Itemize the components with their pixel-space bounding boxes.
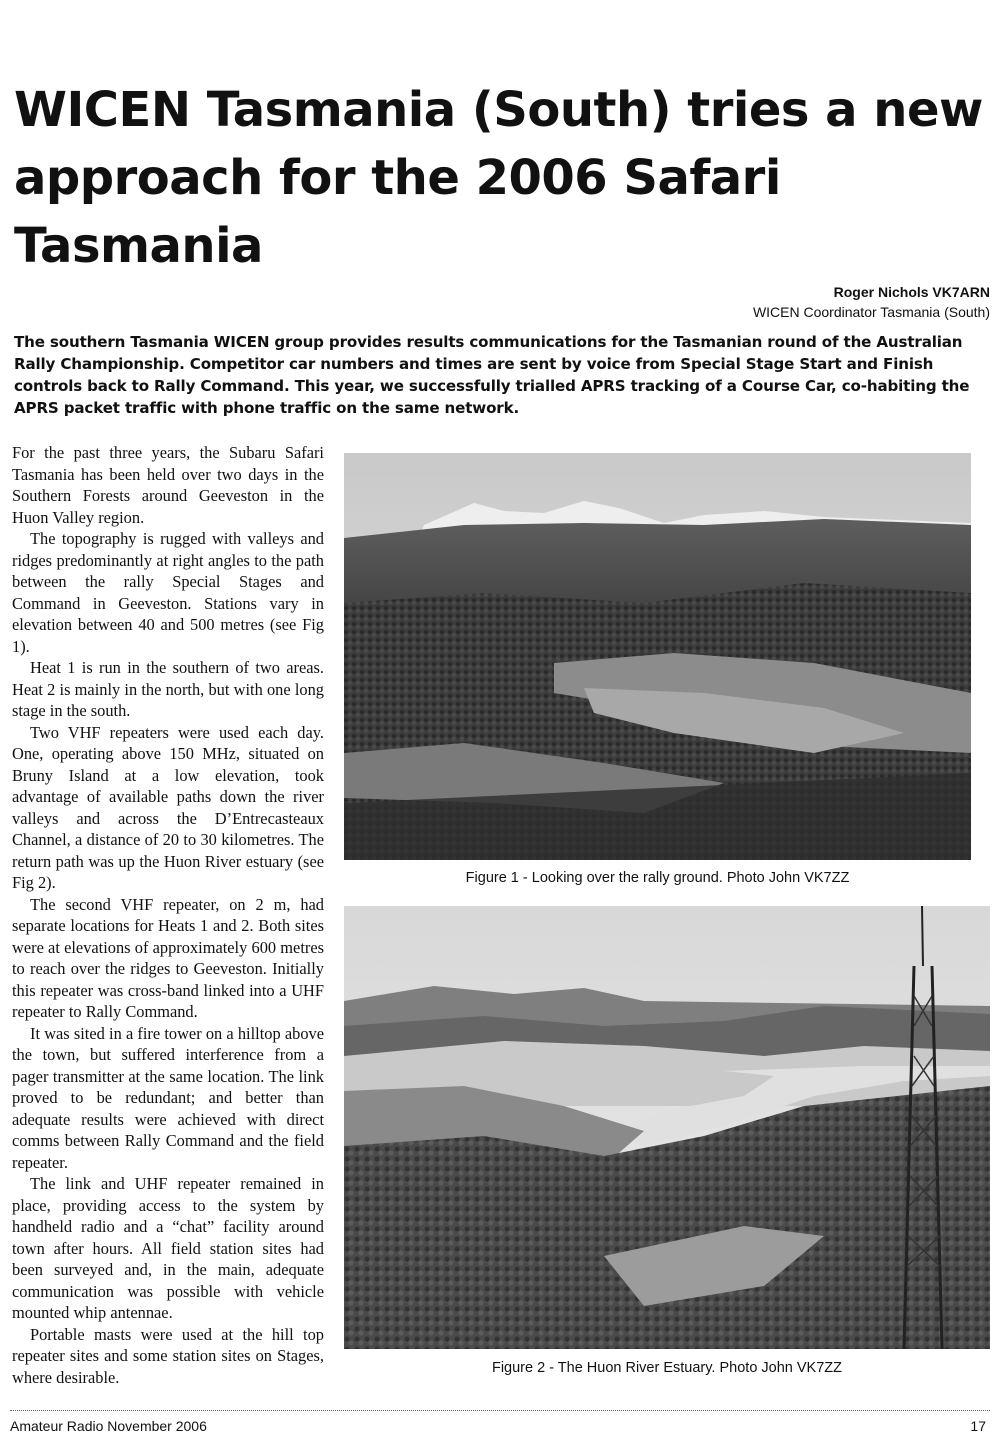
body-column xyxy=(12,442,324,1388)
body-paragraph: It was sited in a fire tower on a hilltop above the town, but suffered interference from a pager transmitter at the same location. The link proved to be redundant; and better than adequate results were achieved with direct comms between Rally Command and the field repeater. xyxy=(12,1023,324,1172)
body-paragraph: The second VHF repeater, on 2 m, had separate locations for Heats 1 and 2. Both sites were at elevations of approximately 600 metres to reach over the ridges to Geeveston. Initially this repeater was cross-band linked into a UHF repeater to Rally Command. xyxy=(12,894,324,1021)
figure-1-photo xyxy=(344,453,971,860)
body-paragraph: Two VHF repeaters were used each day. One, operating above 150 MHz, situated on Bruny Island at a low elevation, took advantage of available paths down the river valleys and across the D’Entrecasteaux Channel, a distance of 20 to 30 kilometres. The return path was up the Huon River estuary (see Fig 2). xyxy=(12,722,324,892)
footer-publication: Amateur Radio November 2006 xyxy=(10,1418,207,1434)
lead-paragraph: The southern Tasmania WICEN group provides results communications for the Tasmanian round of the Australian Rally Championship. Competitor car numbers and times are sent by voice from Special Stage Start and Finish controls back to Rally Command. This year, we successfully trialled APRS tracking of a Course Car, co-habiting the APRS packet traffic with phone traffic on the same network. xyxy=(14,333,970,417)
footer-divider xyxy=(10,1410,990,1411)
landscape-photo-image xyxy=(344,453,971,860)
body-paragraph: For the past three years, the Subaru Safari Tasmania has been held over two days in the Southern Forests around Geeveston in the Huon Valley region. xyxy=(12,443,324,527)
body-paragraph: The topography is rugged with valleys and ridges predominantly at right angles to the path between the rally Special Stages and Command in Geeveston. Stations vary in elevation between 40 and 500 metres (see Fig 1). xyxy=(12,529,324,656)
body-paragraph: Heat 1 is run in the southern of two areas. Heat 2 is mainly in the north, but with one long stage in the south. xyxy=(12,658,324,720)
body-paragraph: Portable masts were used at the hill top repeater sites and some station sites on Stages, where desirable. xyxy=(12,1324,324,1387)
author-role: WICEN Coordinator Tasmania (South) xyxy=(752,304,990,320)
body-paragraph: The link and UHF repeater remained in place, providing access to the system by handheld radio and a “chat” facility around town after hours. All field station sites had been surveyed and, in the main, adequate communication was possible with vehicle mounted whip antennae. xyxy=(12,1174,324,1322)
byline xyxy=(753,282,990,322)
author-name: Roger Nichols VK7ARN xyxy=(833,284,990,300)
figure-2-caption: Figure 2 - The Huon River Estuary. Photo John VK7ZZ xyxy=(491,1360,843,1376)
article-title: WICEN Tasmania (South) tries a new approach for the 2006 Safari Tasmania xyxy=(14,82,983,274)
figure-1-caption: Figure 1 - Looking over the rally ground. Photo John VK7ZZ xyxy=(465,870,850,886)
estuary-photo-image xyxy=(344,906,990,1349)
page-number: 17 xyxy=(970,1418,986,1434)
figure-2-photo xyxy=(344,906,990,1349)
